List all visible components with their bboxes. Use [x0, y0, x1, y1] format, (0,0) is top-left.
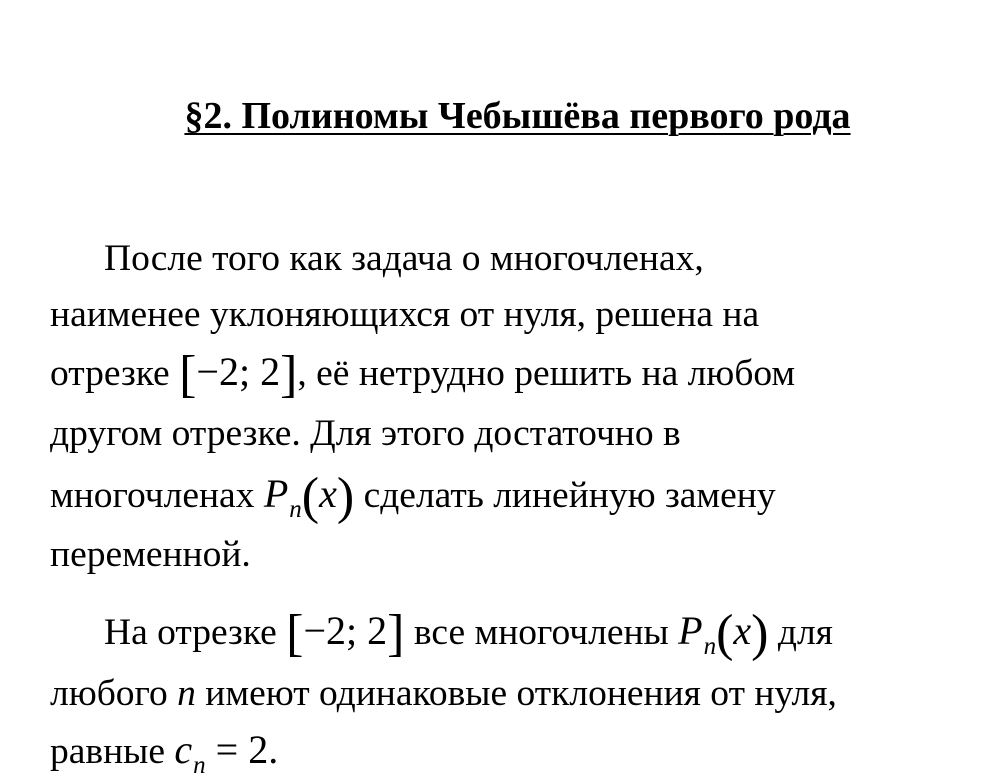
poly-subscript: n	[703, 633, 717, 660]
text-segment: На отрезке	[104, 612, 287, 653]
paren-left: (	[716, 605, 734, 662]
interval-values: −2; 2	[196, 349, 281, 394]
cn-equals-value: = 2.	[205, 727, 279, 772]
paragraph-1-line-4: другом отрезке. Для этого достаточно в	[50, 413, 681, 454]
poly-letter: P	[263, 471, 289, 516]
text-segment: сделать линейную замену	[354, 475, 776, 516]
text-segment: многочленах	[50, 475, 264, 516]
paragraph-2-line-1	[104, 605, 833, 662]
bracket-right: ]	[280, 346, 298, 403]
bracket-left: [	[179, 346, 197, 403]
text-segment: любого	[50, 673, 178, 714]
paragraph-1-line-6: переменной.	[50, 534, 251, 575]
interval-formula	[179, 346, 298, 403]
poly-argument: x	[733, 608, 752, 653]
paren-right: )	[336, 468, 355, 525]
section-title: §2. Полиномы Чебышёва первого рода	[184, 95, 851, 137]
paragraph-1-line-5	[50, 468, 776, 525]
paren-left: (	[301, 468, 320, 525]
paren-right: )	[751, 605, 769, 662]
paragraph-1-line-2: наименее уклоняющихся от нуля, решена на	[50, 294, 760, 335]
interval-formula	[286, 605, 405, 662]
poly-subscript: n	[289, 496, 302, 523]
bracket-right: ]	[387, 605, 405, 662]
paragraph-2-line-3	[50, 727, 279, 779]
text-segment: , её нетрудно решить на любом	[297, 353, 796, 394]
text-segment: все многочлены	[404, 612, 679, 653]
bracket-left: [	[286, 605, 304, 662]
text-segment: равные	[50, 731, 175, 772]
interval-values: −2; 2	[303, 608, 388, 653]
cn-formula	[174, 727, 279, 779]
text-segment: имеют одинаковые отклонения от нуля,	[195, 673, 837, 714]
poly-letter: P	[678, 608, 703, 653]
poly-argument: x	[319, 471, 337, 516]
polynomial-formula	[263, 468, 355, 525]
text-segment: отрезке	[50, 353, 180, 394]
variable-n: n	[177, 673, 196, 714]
paragraph-1-line-1: После того как задача о многочленах,	[104, 238, 704, 279]
cn-subscript: n	[193, 752, 206, 779]
paragraph-1-line-3	[50, 346, 796, 403]
cn-letter: c	[174, 727, 193, 772]
text-segment: для	[768, 612, 833, 653]
polynomial-formula	[678, 605, 769, 662]
paragraph-2-line-2	[50, 675, 837, 713]
